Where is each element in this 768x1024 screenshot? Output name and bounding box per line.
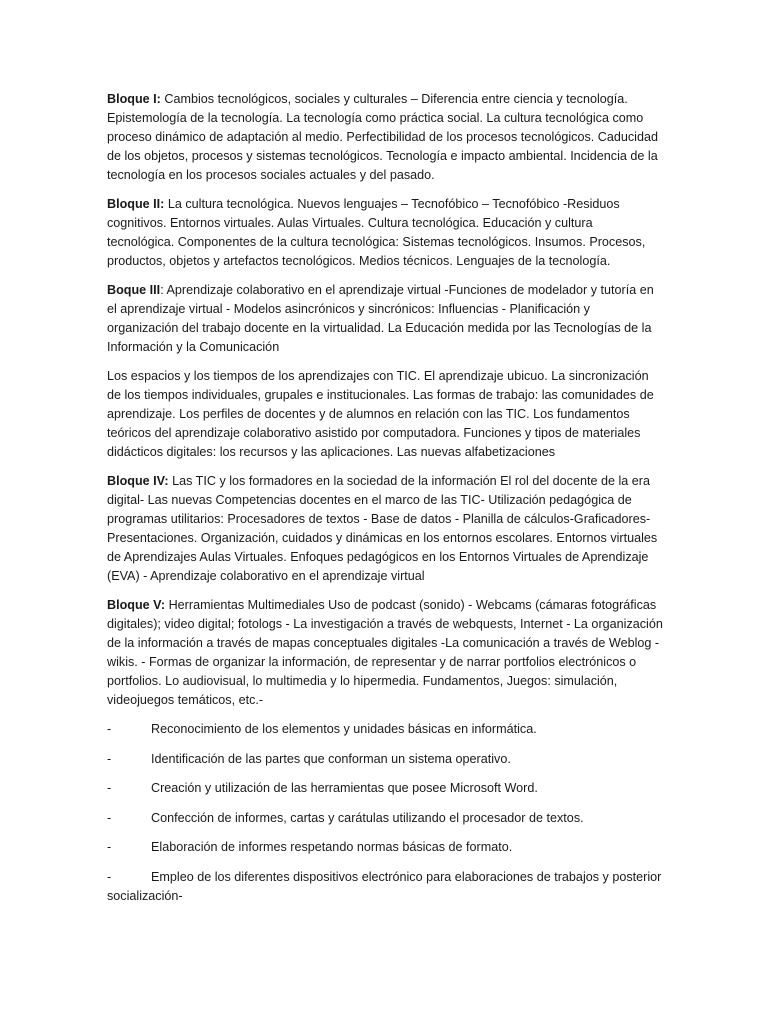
list-item	[107, 720, 663, 739]
list-item-text: Elaboración de informes respetando normas básicas de formato.	[151, 840, 513, 854]
block-2-label: Bloque II:	[107, 197, 165, 211]
block-5-text: Herramientas Multimediales Uso de podcast (sonido) - Webcams (cámaras fotográficas digitales); video digital; fotologs - La investigación a través de webquests, Internet - La organización de la información a través de mapas conceptuales digitales -La comunicación a través de Weblog -wikis. - Formas de organizar la información, de representar y de narrar portfolios electrónicos o portfolios. Lo audiovisual, lo multimedia y lo hipermedia. Fundamentos, Juegos: simulación, videojuegos temáticos, etc.-	[107, 598, 663, 707]
block-5-paragraph	[107, 596, 663, 710]
list-item-text: Creación y utilización de las herramientas que posee Microsoft Word.	[151, 781, 538, 795]
list-item-marker: -	[107, 840, 112, 854]
list-item-text: Confección de informes, cartas y carátulas utilizando el procesador de textos.	[151, 810, 584, 825]
list-item-text: Empleo de los diferentes dispositivos electrónico para elaboraciones de trabajos y posterior socialización-	[107, 869, 662, 903]
list-item-text: Reconocimiento de los elementos y unidades básicas en informática.	[151, 722, 537, 736]
list-item-marker: -	[107, 810, 112, 825]
block-4-text: Las TIC y los formadores en la sociedad de la información El rol del docente de la era digital- Las nuevas Competencias docentes en el marco de las TIC- Utilización pedagógica de programas utilitarios: Procesadores de textos - Base de datos - Planilla de cálculos-Graficadores-Presentaciones. Organización, cuidados y dinámicas en los entornos escolares. Entornos virtuales de Aprendizajes Aulas Virtuales. Enfoques pedagógicos en los Entornos Virtuales de Aprendizaje (EVA) - Aprendizaje colaborativo en el aprendizaje virtual	[107, 474, 658, 583]
list-item-marker: -	[107, 869, 112, 884]
block-1-text: Cambios tecnológicos, sociales y culturales – Diferencia entre ciencia y tecnología. Epistemología de la tecnología. La tecnología como práctica social. La cultura tecnológica como proceso dinámico de adaptación al medio. Perfectibilidad de los procesos tecnológicos. Caducidad de los objetos, procesos y sistemas tecnológicos. Tecnología e impacto ambiental. Incidencia de la tecnología en los procesos sociales actuales y del pasado.	[107, 92, 658, 182]
block-1-label: Bloque I:	[107, 92, 161, 106]
list-item-marker: -	[107, 781, 112, 795]
block-2-text: La cultura tecnológica. Nuevos lenguajes – Tecnofóbico – Tecnofóbico -Residuos cognitivos. Entornos virtuales. Aulas Virtuales. Cultura tecnológica. Educación y cultura tecnológica. Componentes de la cultura tecnológica: Sistemas tecnológicos. Insumos. Procesos, productos, objetos y artefactos tecnológicos. Medios técnicos. Lenguajes de la tecnología.	[107, 197, 646, 268]
block-3-text: : Aprendizaje colaborativo en el aprendizaje virtual -Funciones de modelador y tutoría en el aprendizaje virtual - Modelos asincrónicos y sincrónicos: Influencias - Planificación y organización del trabajo docente en la virtualidad. La Educación medida por las Tecnologías de la Información y la Comunicación	[107, 283, 654, 354]
block-4-paragraph	[107, 472, 663, 586]
block-5-label: Bloque V:	[107, 598, 166, 612]
block-3-continuation-paragraph	[107, 367, 663, 462]
block-4-label: Bloque IV:	[107, 474, 169, 488]
list-item	[107, 868, 663, 906]
block-1-paragraph	[107, 90, 663, 185]
list-item	[107, 838, 663, 857]
list-item	[107, 750, 663, 769]
list-item	[107, 779, 663, 798]
list-item-marker: -	[107, 722, 112, 736]
list-item-marker: -	[107, 751, 112, 766]
document-page	[107, 90, 663, 916]
block-3-paragraph	[107, 281, 663, 357]
objectives-list	[107, 720, 663, 906]
list-item	[107, 809, 663, 828]
list-item-text: Identificación de las partes que conforman un sistema operativo.	[151, 751, 511, 766]
block-3-label: Boque III	[107, 283, 161, 297]
block-3-continuation-text: Los espacios y los tiempos de los aprendizajes con TIC. El aprendizaje ubicuo. La sincronización de los tiempos individuales, grupales e institucionales. Las formas de trabajo: las comunidades de aprendizaje. Los perfiles de docentes y de alumnos en relación con las TIC. Los fundamentos teóricos del aprendizaje colaborativo asistido por computadora. Funciones y tipos de materiales didácticos digitales: los recursos y las aplicaciones. Las nuevas alfabetizaciones	[107, 369, 654, 459]
block-2-paragraph	[107, 195, 663, 271]
